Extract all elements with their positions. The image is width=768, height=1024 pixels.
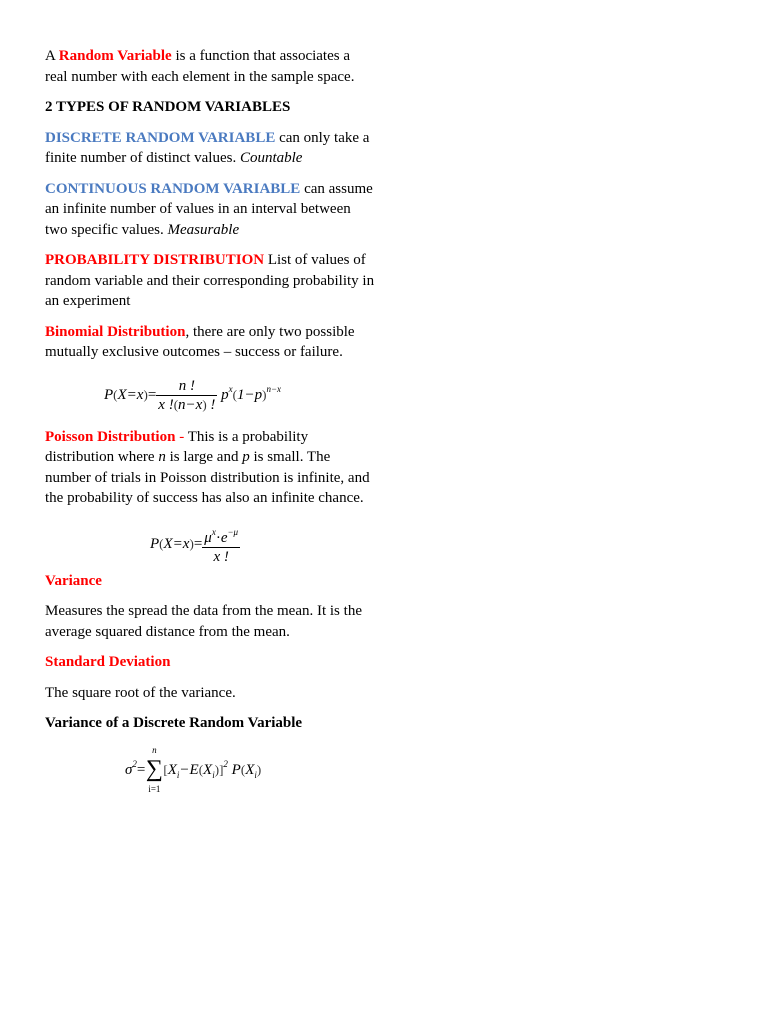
document-page — [45, 46, 375, 794]
term-continuous: CONTINUOUS RANDOM VARIABLE — [45, 180, 301, 197]
poisson-definition: Poisson Distribution - This is a probability distribution where n is large and p is small. The number of trials in Poisson distribution is infinite, and the probability of success has also an infinite chance. — [45, 428, 370, 506]
variance-formula: $\sigma^2=$ n ∑ i=1 $[X_i-E(X_i)]^2$ $P(X_i)$ — [125, 745, 262, 794]
term-poisson: Poisson Distribution — [45, 428, 176, 445]
poisson-formula: P(X=x)= $\frac{\mu^x\cdot e^{-\mu}}{x !}$ — [45, 517, 375, 569]
binomial-definition: Binomial Distribution, there are only two possible mutually exclusive outcomes – success or failure. — [45, 323, 355, 360]
binomial-fraction: $\frac{n !}{x !(n-x) !}$ — [158, 377, 216, 413]
term-probability-distribution: PROBABILITY DISTRIBUTION — [45, 252, 265, 268]
discrete-tag: Countable — [239, 150, 303, 166]
variance-text: Measures the spread the data from the mean. It is the average squared distance from the mean. — [45, 603, 362, 640]
continuous-tag: Measurable — [167, 221, 240, 238]
term-discrete: DISCRETE RANDOM VARIABLE — [45, 129, 276, 146]
standard-deviation-text: The square root of the variance. — [45, 684, 236, 701]
term-binomial: Binomial Distribution — [45, 323, 186, 340]
continuous-definition: CONTINUOUS RANDOM VARIABLE can assume an infinite number of values in an interval between two specific values. Measurable — [45, 180, 373, 238]
poisson-fraction: $\frac{\mu^x\cdot e^{-\mu}}{x !}$ — [204, 526, 239, 565]
discrete-definition: DISCRETE RANDOM VARIABLE can only take a finite number of distinct values. Countable — [45, 129, 370, 166]
variance-heading: Variance — [45, 572, 102, 589]
probability-distribution-definition: PROBABILITY DISTRIBUTION List of values of random variable and their corresponding probability in an experiment — [45, 252, 375, 309]
binomial-formula: P(X=x)= $\frac{n !}{x !(n-x) !}$ $p^x(1-p)^{n-x}$ — [104, 377, 282, 413]
random-variable-definition: A Random Variable is a function that associates a real number with each element in the sample space. — [45, 48, 355, 85]
standard-deviation-heading: Standard Deviation — [45, 654, 171, 670]
types-heading: 2 TYPES OF RANDOM VARIABLES — [45, 99, 291, 115]
term-random-variable: Random Variable — [58, 48, 172, 64]
variance-discrete-heading: Variance of a Discrete Random Variable — [45, 715, 303, 731]
summation-symbol: n ∑ i=1 — [145, 745, 163, 794]
